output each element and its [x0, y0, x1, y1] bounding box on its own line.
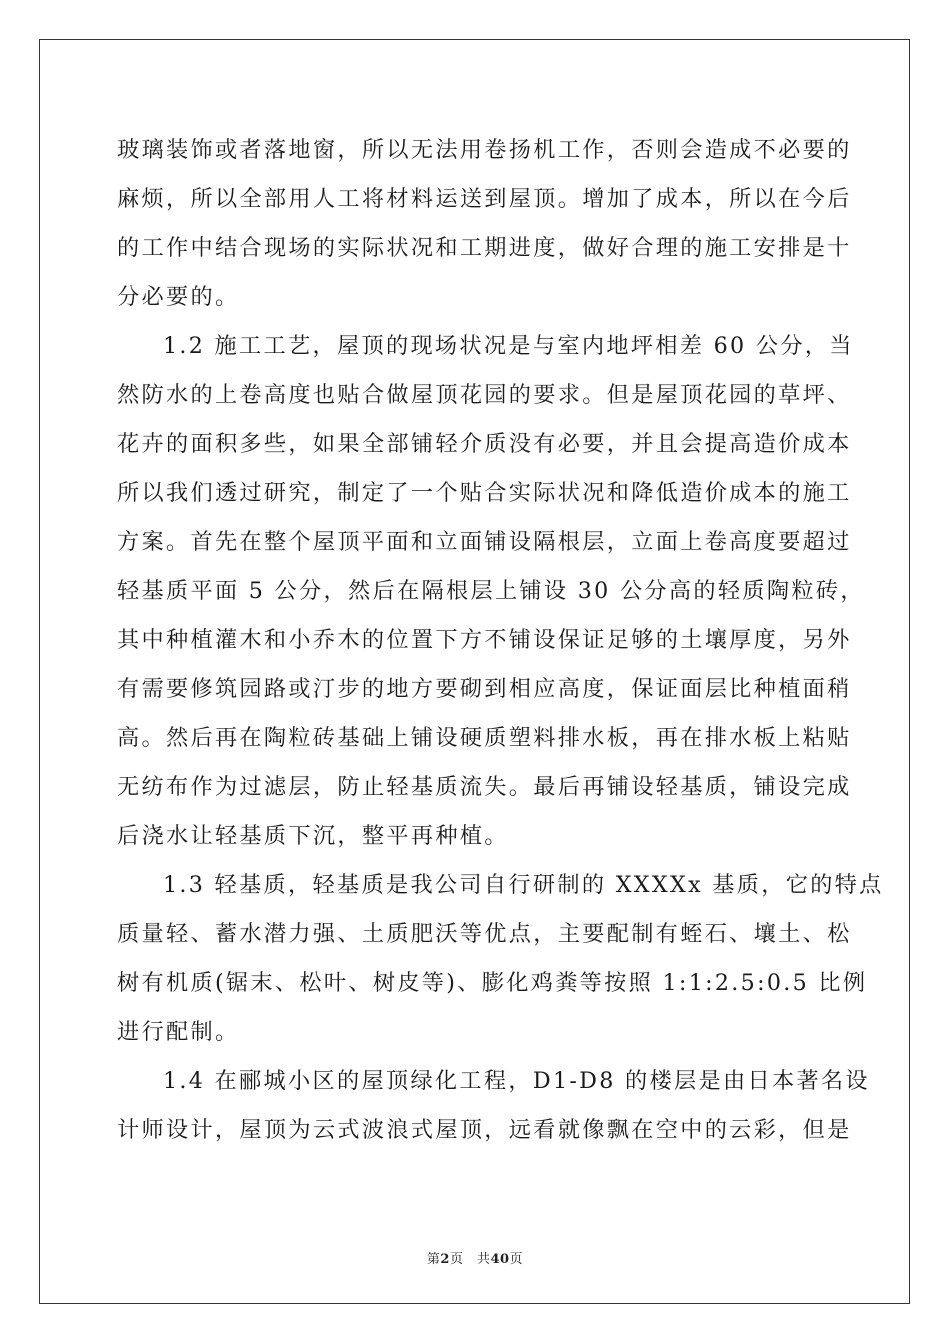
text-line: 后浇水让轻基质下沉，整平再种植。	[117, 823, 509, 849]
text-line: 其中种植灌木和小乔木的位置下方不铺设保证足够的土壤厚度，另外	[117, 627, 852, 653]
text-line: 树有机质(锯末、松叶、树皮等)、膨化鸡粪等按照 1:1:2.5:0.5 比例	[117, 970, 868, 996]
text-line: 无纺布作为过滤层，防止轻基质流失。最后再铺设轻基质，铺设完成	[117, 774, 852, 800]
text-line: 计师设计，屋顶为云式波浪式屋顶，远看就像飘在空中的云彩，但是	[117, 1117, 852, 1143]
page-footer	[0, 1248, 950, 1267]
text-line: 轻基质平面 5 公分，然后在隔根层上铺设 30 公分高的轻质陶粒砖，	[117, 578, 865, 604]
text-line: 1.4 在郦城小区的屋顶绿化工程，D1-D8 的楼层是由日本著名设	[163, 1068, 870, 1094]
footer-page-mid: 页 共	[449, 1252, 491, 1267]
footer-total-pages: 40	[490, 1252, 510, 1267]
text-line: 花卉的面积多些，如果全部铺轻介质没有必要，并且会提高造价成本	[117, 431, 852, 457]
paragraph-1-3	[117, 861, 884, 1057]
text-line: 然防水的上卷高度也贴合做屋顶花园的要求。但是屋顶花园的草坪、	[117, 382, 852, 408]
text-line: 有需要修筑园路或汀步的地方要砌到相应高度，保证面层比种植面稍	[117, 676, 852, 702]
text-line: 的工作中结合现场的实际状况和工期进度，做好合理的施工安排是十	[117, 235, 852, 261]
text-line: 所以我们透过研究，制定了一个贴合实际状况和降低造价成本的施工	[117, 480, 852, 506]
text-line: 质量轻、蓄水潜力强、土质肥沃等优点，主要配制有蛭石、壤土、松	[117, 921, 852, 947]
text-line: 高。然后再在陶粒砖基础上铺设硬质塑料排水板，再在排水板上粘贴	[117, 725, 852, 751]
text-line: 分必要的。	[117, 284, 240, 310]
paragraph-1-4	[117, 1057, 870, 1155]
footer-page-number: 2	[440, 1252, 450, 1267]
text-line: 1.3 轻基质，轻基质是我公司自行研制的 XXXXx 基质，它的特点	[163, 872, 884, 898]
text-line: 麻烦，所以全部用人工将材料运送到屋顶。增加了成本，所以在今后	[117, 186, 852, 212]
text-line: 1.2 施工工艺，屋顶的现场状况是与室内地坪相差 60 公分，当	[163, 333, 854, 359]
footer-page-prefix: 第	[426, 1252, 441, 1267]
text-line: 玻璃装饰或者落地窗，所以无法用卷扬机工作，否则会造成不必要的	[117, 137, 852, 163]
text-line: 方案。首先在整个屋顶平面和立面铺设隔根层，立面上卷高度要超过	[117, 529, 852, 555]
paragraph-1-2	[117, 322, 865, 861]
paragraph-1	[117, 126, 852, 322]
text-line: 进行配制。	[117, 1019, 240, 1045]
footer-page-suffix: 页	[509, 1252, 524, 1267]
document-body	[117, 126, 884, 1155]
